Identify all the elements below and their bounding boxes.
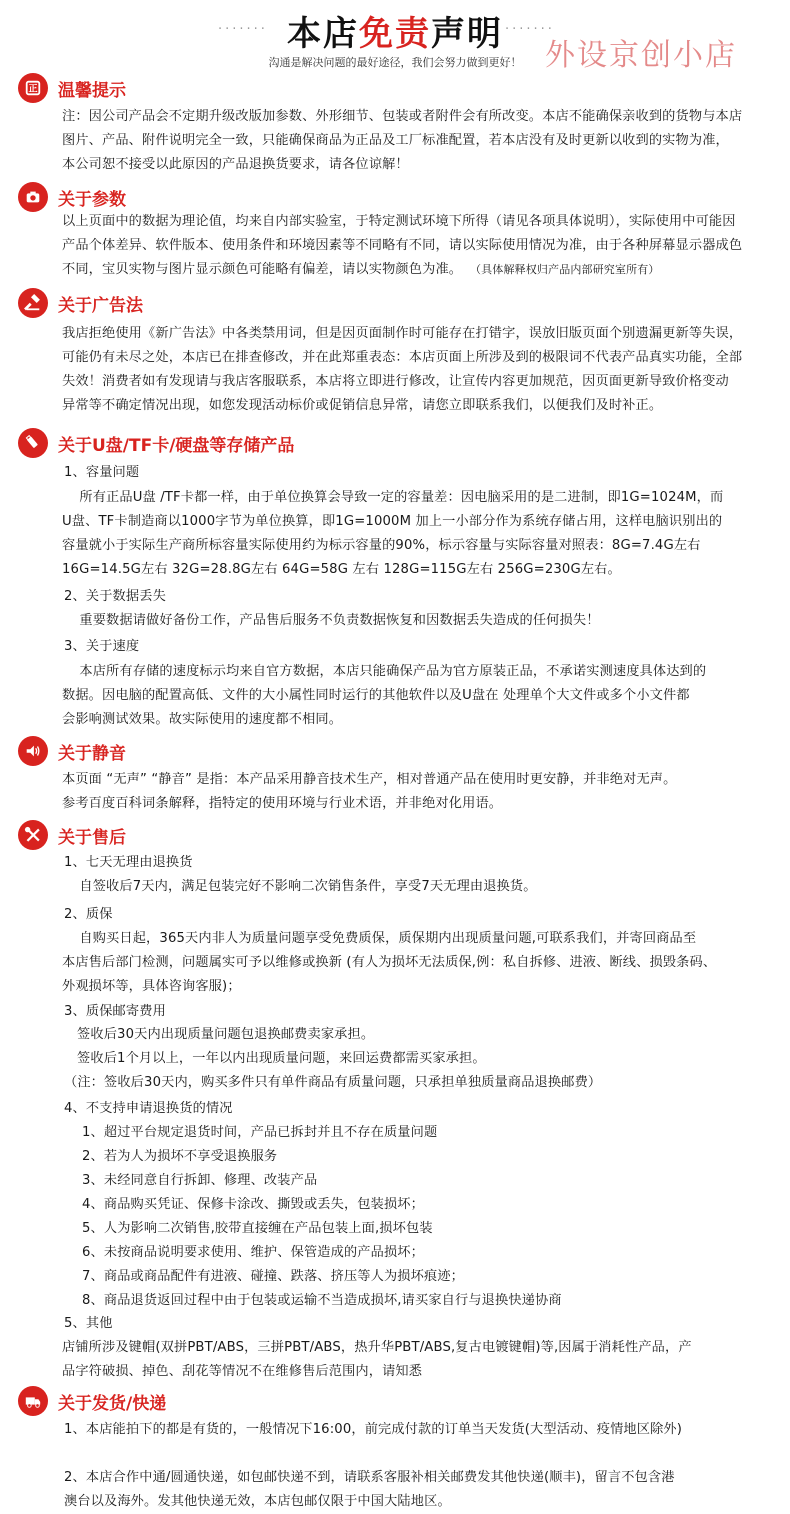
header xyxy=(0,0,790,80)
aftersales-heading-4: 4、不支持申请退换货的情况 xyxy=(64,1101,233,1116)
aftersales-heading-3: 3、质保邮寄费用 xyxy=(64,1004,166,1019)
shop-name-watermark: 外设京创小店 xyxy=(545,38,737,73)
page-subtitle: 沟通是解决问题的最好途径，我们会努力做到更好！ xyxy=(268,56,522,69)
aftersales-heading-5: 5、其他 xyxy=(64,1316,113,1331)
aftersales-text-5: 店铺所涉及键帽(双拼PBT/ABS，三拼PBT/ABS，热升华PBT/ABS,复古电镀键帽)等,因属于消耗性产品，产 品字符破损、掉色、刮花等情况不在维修售后范围内，请知悉 xyxy=(62,1340,692,1379)
storage-heading-2: 2、关于数据丢失 xyxy=(64,589,166,604)
section-shipping-text: 1、本店能拍下的都是有货的，一般情况下16:00，前完成付款的订单当天发货(大型活动、疫情地区除外) 2、本店合作中通/圆通快递，如包邮快递不到，请联系客服补相关邮费发其他快递(顺丰)，留言不包含港 澳台以及海外。发其他快递无效，本店包邮仅限于中国大陆地区。 xyxy=(64,1422,683,1509)
aftersales-heading-2: 2、质保 xyxy=(64,907,113,922)
section-silent-title: 关于静音 xyxy=(58,744,126,764)
section-shipping-title: 关于发货/快递 xyxy=(58,1394,167,1414)
section-params-note: （具体解释权归产品内部研究室所有） xyxy=(470,263,660,276)
aftersales-text-4: 1、超过平台规定退货时间，产品已拆封并且不存在质量问题 2、若为人为损坏不享受退换服务 3、未经同意自行拆卸、修理、改装产品 4、商品购买凭证、保修卡涂改、撕毁或丢失，包装损坏； 5、人为影响二次销售,胶带直接缠在产品包装上面,损坏包装 6、未按商品说明要求使用、维护、保管造成的产品损坏； 7、商品或商品配件有进液、碰撞、跌落、挤压等人为损坏痕迹； 8、商品退货返回过程中由于包装或运输不当造成损坏,请买家自行与退换快递协商 xyxy=(82,1125,562,1308)
usb-icon xyxy=(18,428,48,458)
aftersales-text-1: 自签收后7天内，满足包装完好不影响二次销售条件，享受7天无理由退换货。 xyxy=(62,879,537,894)
storage-heading-3: 3、关于速度 xyxy=(64,639,140,654)
title-part-1: 本店 xyxy=(287,14,359,54)
aftersales-text-2: 自购买日起，365天内非人为质量问题享受免费质保，质保期内出现质量问题,可联系我们，并寄回商品至 本店售后部门检测，问题属实可予以维修或换新 (有人为损坏无法质保,例：私自拆修、进液、断线、损毁条码、 外观损坏等，具体咨询客服)； xyxy=(62,931,717,994)
section-tips-text: 注：因公司产品会不定期升级改版加参数、外形细节、包装或者附件会有所改变。本店不能确保亲收到的货物与本店 图片、产品、附件说明完全一致，只能确保商品为正品及工厂标准配置，若本店没有及时更新以收到的实物为准， 本公司恕不接受以此原因的产品退换货要求，请各位谅解！ xyxy=(62,109,743,172)
speaker-icon xyxy=(18,736,48,766)
section-storage-title: 关于U盘/TF卡/硬盘等存储产品 xyxy=(58,436,295,456)
section-params-text: 以上页面中的数据为理论值，均来自内部实验室，于特定测试环境下所得（请见各项具体说明），实际使用中可能因 产品个体差异、软件版本、使用条件和环境因素等不同略有不同，请以实际使用情况为准，由于各种屏幕显示器成色 不同，宝贝实物与图片显示颜色可能略有偏差，请以实物颜色为准。 xyxy=(62,214,743,277)
section-silent-text: 本页面 “无声” “静音” 是指：本产品采用静音技术生产，相对普通产品在使用时更安静，并非绝对无声。 参考百度百科词条解释，指特定的使用环境与行业术语，并非绝对化用语。 xyxy=(62,772,677,811)
storage-heading-1: 1、容量问题 xyxy=(64,465,140,480)
svg-text:正: 正 xyxy=(28,84,38,95)
storage-text-2: 重要数据请做好备份工作，产品售后服务不负责数据恢复和因数据丢失造成的任何损失！ xyxy=(62,613,600,628)
camera-icon xyxy=(18,182,48,212)
section-adlaw-title: 关于广告法 xyxy=(58,296,143,316)
title-part-3: 声明 xyxy=(431,14,503,54)
section-params-title: 关于参数 xyxy=(58,190,126,210)
storage-text-1: 所有正品U盘 /TF卡都一样，由于单位换算会导致一定的容量差：因电脑采用的是二进制，即1G=1024M，而 U盘、TF卡制造商以1000字节为单位换算，即1G=1000M 加上一小部分作为系统存储占用，这样电脑识别出的 容量就小于实际生产商所标容量实际使用约为标示容量的90%，标示容量与实际容量对照表：8G=7.4G左右 16G=14.5G左右 32G=28.8G左右 64G=58G 左右 128G=115G左右 256G=230G左右。 xyxy=(62,490,724,577)
section-adlaw-text: 我店拒绝使用《新广告法》中各类禁用词，但是因页面制作时可能存在打错字，误放旧版页面个别遗漏更新等失误， 可能仍有未尽之处，本店已在排查修改，并在此郑重表态：本店页面上所涉及到的极限词不代表产品真实功能，全部 失效！消费者如有发现请与我店客服联系，本店将立即进行修改，让宣传内容更加规范，因页面更新导致价格变动 异常等不确定情况出现，如您发现活动标价或促销信息异常，请您立即联系我们，以便我们及时补正。 xyxy=(62,326,743,413)
storage-text-3: 本店所有存储的速度标示均来自官方数据，本店只能确保产品为官方原装正品，不承诺实测速度具体达到的 数据。因电脑的配置高低、文件的大小属性同时运行的其他软件以及U盘在 处理单个大文件或多个小文件都 会影响测试效果。故实际使用的速度都不相同。 xyxy=(62,664,707,727)
title-part-highlight: 免责 xyxy=(359,14,431,54)
title-dots-right: ······· xyxy=(505,22,555,37)
seal-icon xyxy=(18,73,48,103)
aftersales-heading-1: 1、七天无理由退换货 xyxy=(64,855,193,870)
aftersales-text-3: 签收后30天内出现质量问题包退换邮费卖家承担。 签收后1个月以上，一年以内出现质量问题，来回运费都需买家承担。 （注：签收后30天内，购买多件只有单件商品有质量问题，只承担单独质量商品退换邮费） xyxy=(64,1027,602,1090)
tools-icon xyxy=(18,820,48,850)
title-dots-left: ······· xyxy=(218,22,268,37)
truck-icon xyxy=(18,1386,48,1416)
section-tips-title: 温馨提示 xyxy=(58,81,126,101)
section-aftersales-title: 关于售后 xyxy=(58,828,126,848)
gavel-icon xyxy=(18,288,48,318)
